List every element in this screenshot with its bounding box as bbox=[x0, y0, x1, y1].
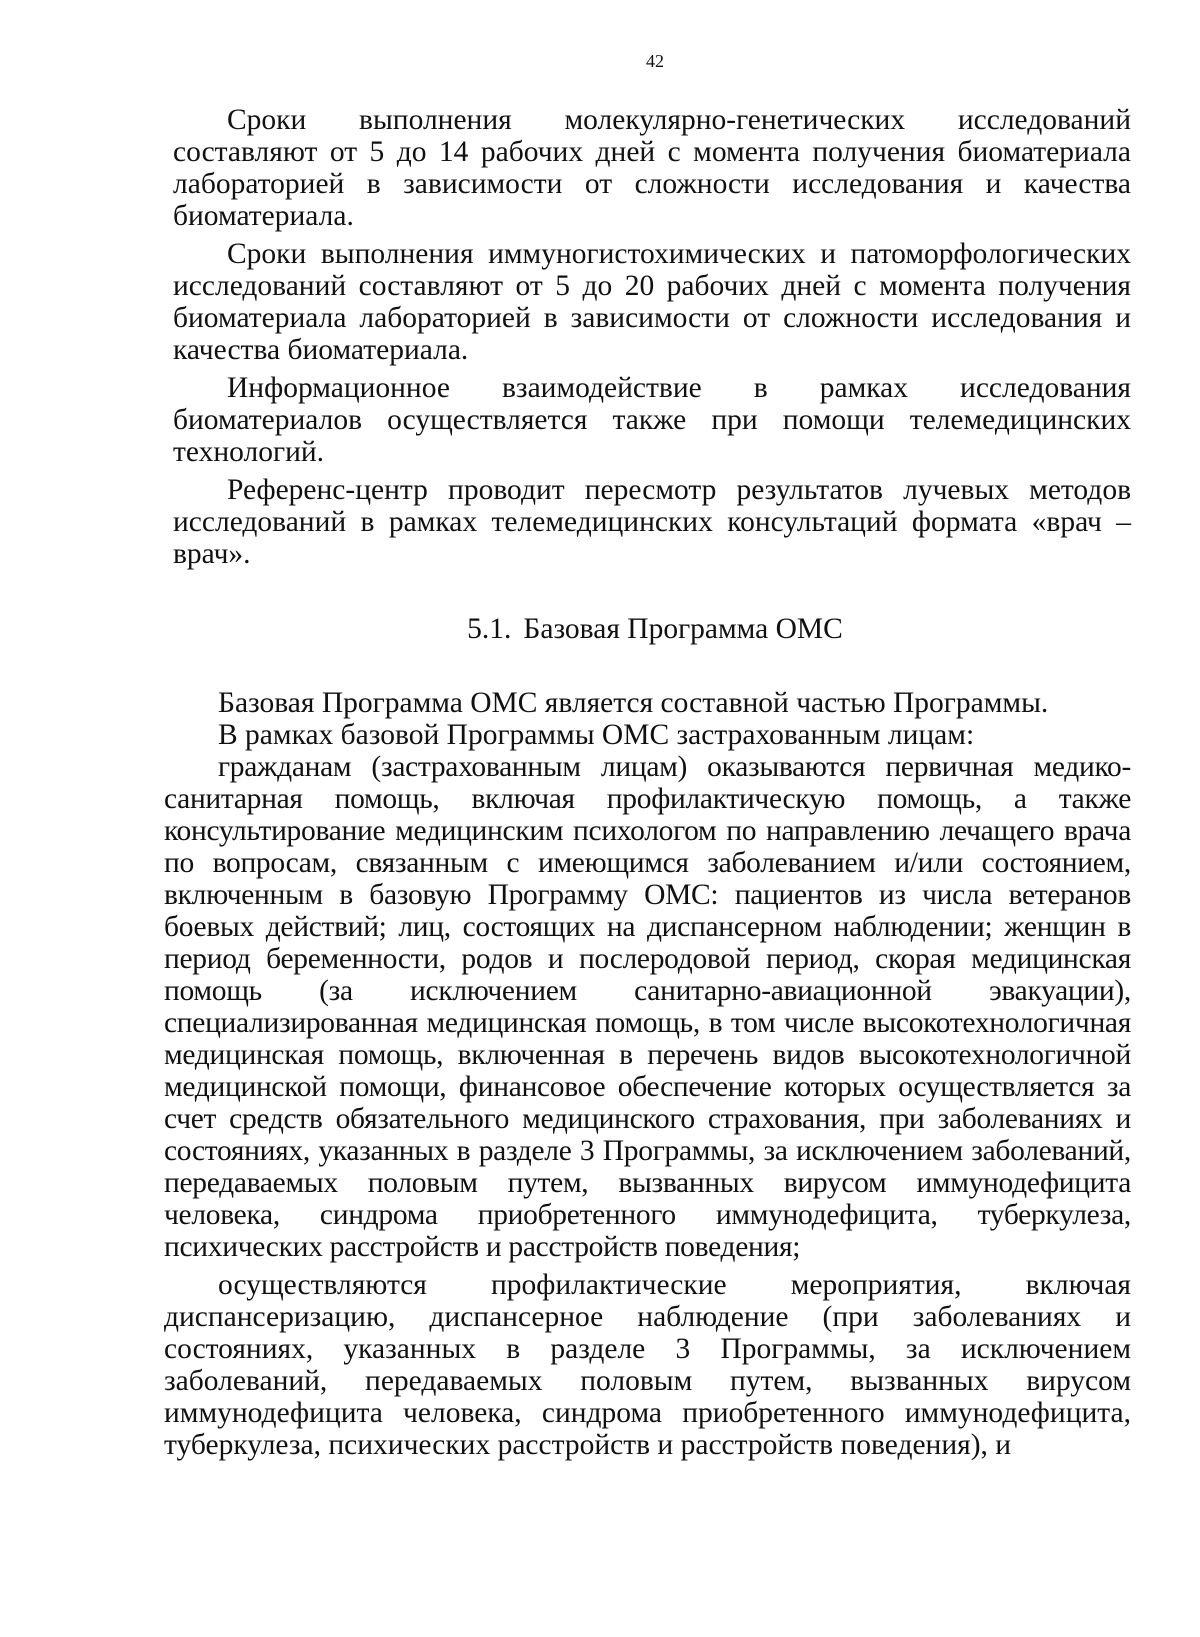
paragraph-reference-center: Референс-центр проводит пересмотр результатов лучевых методов исследований в рамках телемедицинских консультаций формата «врач – врач». bbox=[173, 474, 1131, 570]
section-title: Базовая Программа ОМС bbox=[523, 613, 843, 645]
paragraph-preventive-measures: осуществляются профилактические мероприятия, включая диспансеризацию, диспансерное наблюдение (при заболеваниях и состояниях, указанных в разделе 3 Программы, за исключением заболеваний, передаваемых половым путем, вызванных вирусом иммунодефицита человека, синдрома приобретенного иммунодефицита, туберкулеза, психических расстройств и расстройств поведения), и bbox=[164, 1269, 1131, 1461]
paragraph-oms-scope-intro: В рамках базовой Программы ОМС застрахованным лицам: bbox=[218, 719, 975, 751]
paragraph-immunohistochemical-terms: Сроки выполнения иммуногистохимических и патоморфологических исследований составляют от 5 до 20 рабочих дней с момента получения биоматериала лабораторией в зависимости от сложности исследования и качества биоматериала. bbox=[173, 238, 1131, 366]
section-text-block bbox=[164, 687, 1131, 1461]
page-number: 42 bbox=[646, 51, 664, 71]
paragraph-oms-composition: Базовая Программа ОМС является составной частью Программы. bbox=[218, 687, 1049, 719]
paragraph-medical-care-list: гражданам (застрахованным лицам) оказываются первичная медико-санитарная помощь, включая профилактическую помощь, а также консультирование медицинским психологом по направлению лечащего врача по вопросам, связанным с имеющимся заболеванием и/или состоянием, включенным в базовую Программу ОМС: пациентов из числа ветеранов боевых действий; лиц, состоящих на диспансерном наблюдении; женщин в период беременности, родов и послеродовой период, скорая медицинская помощь (за исключением санитарно-авиационной эвакуации), специализированная медицинская помощь, в том числе высокотехнологичная медицинская помощь, включенная в перечень видов высокотехнологичной медицинской помощи, финансовое обеспечение которых осуществляется за счет средств обязательного медицинского страхования, при заболеваниях и состояниях, указанных в разделе 3 Программы, за исключением заболеваний, передаваемых половым путем, вызванных вирусом иммунодефицита человека, синдрома приобретенного иммунодефицита, туберкулеза, психических расстройств и расстройств поведения; bbox=[164, 751, 1131, 1263]
paragraph-molecular-genetic-terms: Сроки выполнения молекулярно-генетических исследований составляют от 5 до 14 рабочих дней с момента получения биоматериала лабораторией в зависимости от сложности исследования и качества биоматериала. bbox=[173, 104, 1131, 232]
section-heading bbox=[0, 613, 1200, 645]
section-number: 5.1. bbox=[467, 613, 512, 645]
intro-text-block bbox=[173, 104, 1131, 570]
paragraph-information-interaction: Информационное взаимодействие в рамках исследования биоматериалов осуществляется также при помощи телемедицинских технологий. bbox=[173, 372, 1131, 468]
